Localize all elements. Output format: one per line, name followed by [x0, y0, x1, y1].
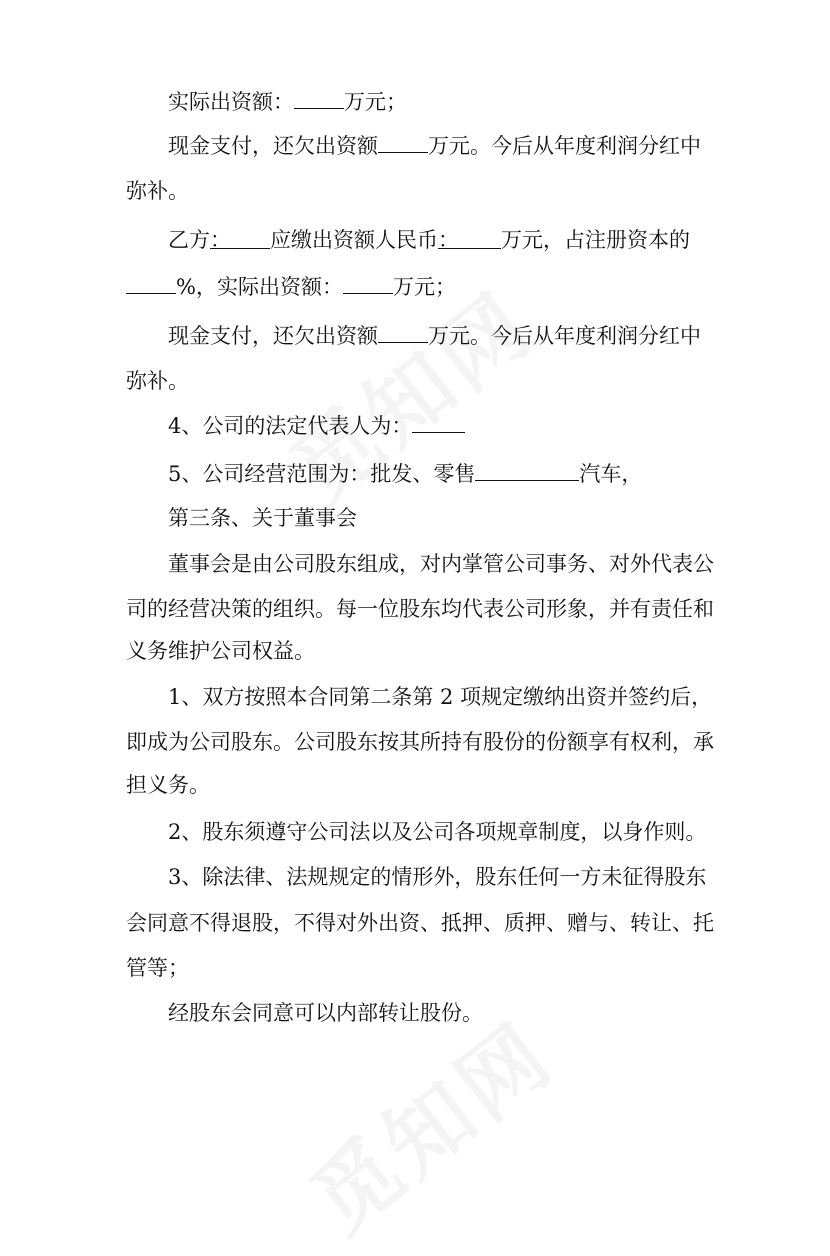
- text-line: 现金支付，还欠出资额 万元。今后从年度利润分红中: [168, 130, 701, 160]
- text-line: 现金支付，还欠出资额 万元。今后从年度利润分红中: [168, 320, 701, 350]
- text-line: 2、股东须遵守公司法以及公司各项规章制度，以身作则。: [168, 820, 707, 844]
- text-line: 实际出资额： 万元；: [168, 86, 407, 116]
- text-line: 即成为公司股东。公司股东按其所持有股份的份额享有权利，承: [126, 730, 714, 754]
- blank-field: [378, 320, 428, 343]
- text-line: 弥补。: [126, 179, 189, 203]
- text-line: 弥补。: [126, 369, 189, 393]
- text-line: 管等；: [126, 956, 189, 980]
- text-line: 司的经营决策的组织。每一位股东均代表公司形象，并有责任和: [126, 597, 714, 621]
- blank-field: ：: [210, 226, 270, 249]
- text-line: 义务维护公司权益。: [126, 639, 315, 663]
- text-line: %，实际出资额： 万元；: [126, 271, 456, 301]
- blank-field: ：: [438, 226, 501, 249]
- text-line: 经股东会同意可以内部转让股份。: [168, 1001, 483, 1025]
- watermark: [281, 988, 575, 1256]
- blank-field: [412, 410, 465, 433]
- blank-field: [378, 130, 428, 153]
- text-line: 5、公司经营范围为：批发、零售 汽车，: [168, 458, 642, 488]
- blank-field: [126, 271, 176, 294]
- blank-field: [343, 271, 393, 294]
- text-line: 1、双方按照本合同第二条第 2 项规定缴纳出资并签约后，: [168, 685, 713, 709]
- blank-field: [294, 86, 344, 109]
- blank-field: [475, 458, 579, 481]
- text-line: 会同意不得退股，不得对外出资、抵押、质押、赠与、转让、托: [126, 911, 714, 935]
- text-line: 4、公司的法定代表人为：: [168, 410, 465, 440]
- text-line: 乙方： 应缴出资额人民币： 万元，占注册资本的: [168, 228, 690, 252]
- text-line: 3、除法律、法规规定的情形外，股东任何一方未征得股东: [168, 865, 707, 889]
- section-heading: 第三条、关于董事会: [168, 506, 357, 530]
- text-line: 董事会是由公司股东组成，对内掌管公司事务、对外代表公: [168, 552, 714, 576]
- text-line: 担义务。: [126, 773, 210, 797]
